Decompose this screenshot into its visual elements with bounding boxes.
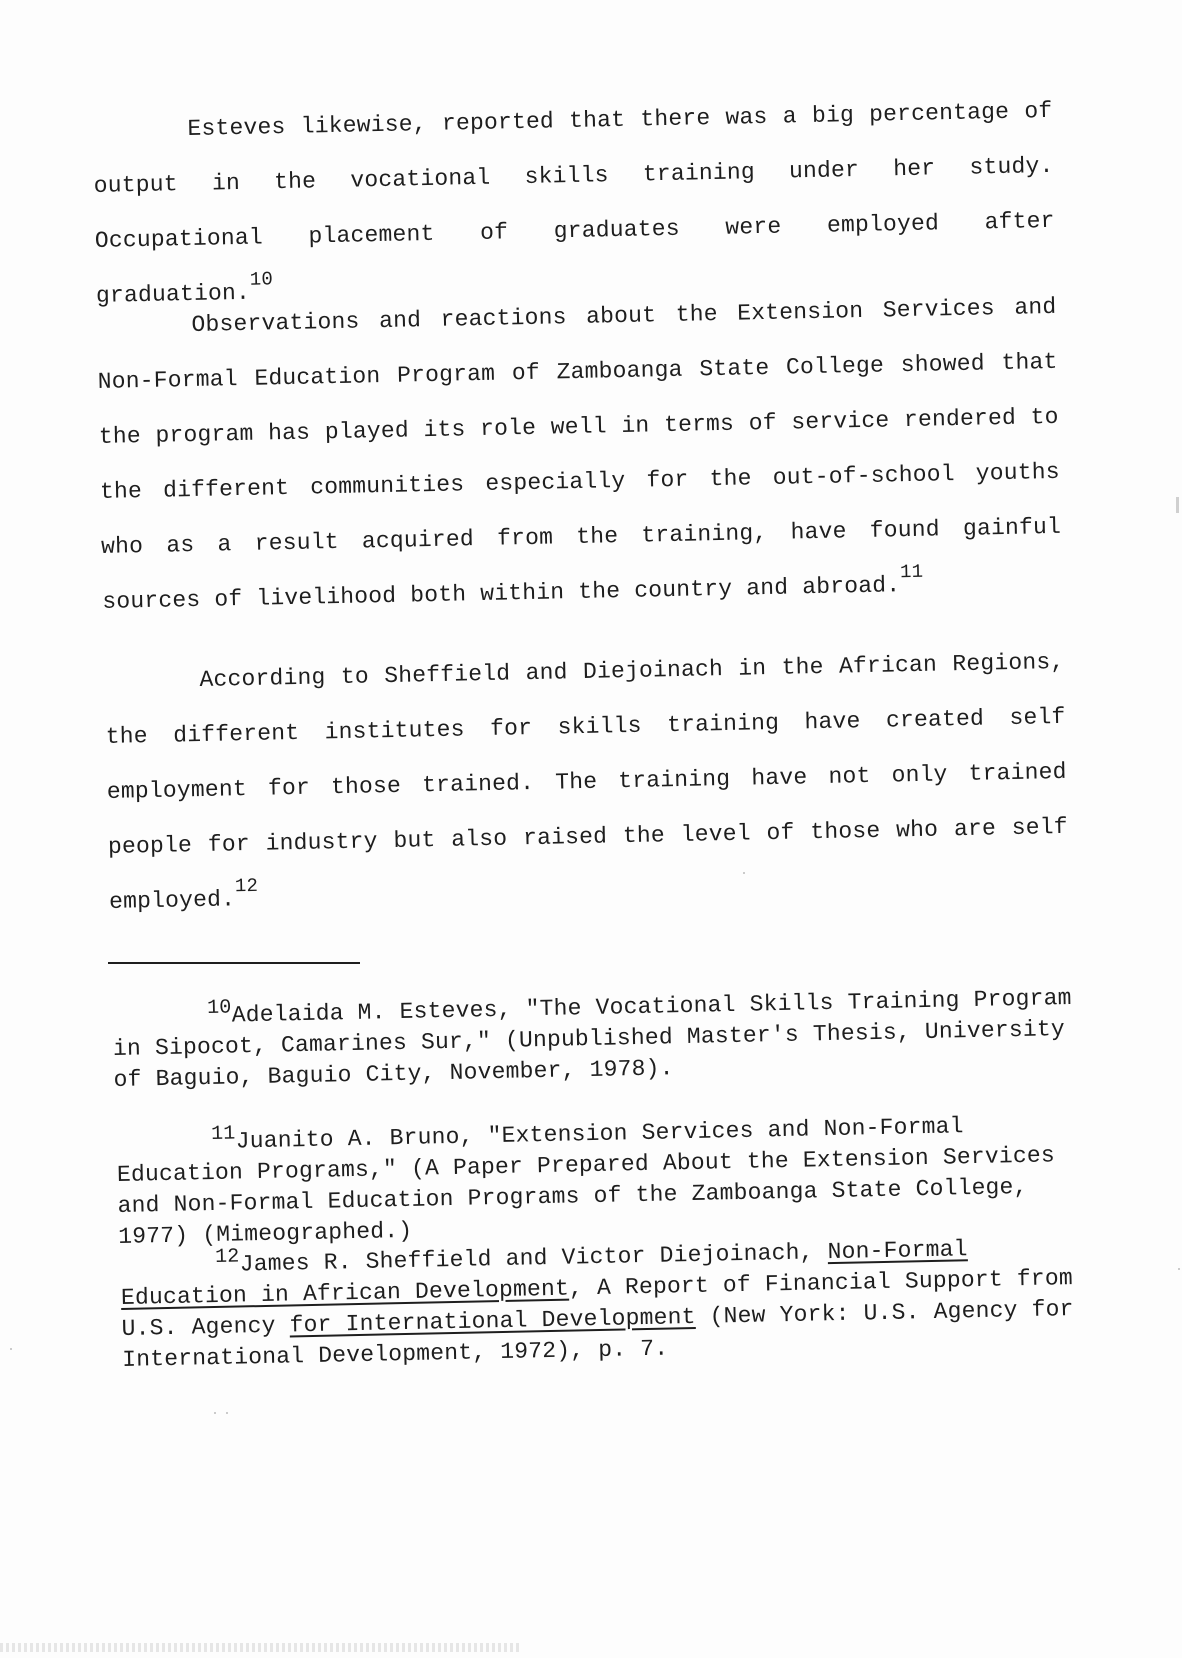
scan-speck	[226, 1412, 228, 1414]
footnote-number-11: 11	[210, 1122, 236, 1147]
paragraph-3	[104, 635, 1070, 930]
scan-speck	[1178, 1268, 1180, 1270]
footnote-number-10: 10	[206, 996, 232, 1021]
scan-speck	[743, 872, 745, 874]
scan-edge-mark	[1176, 497, 1179, 513]
footnote-number-12: 12	[214, 1245, 240, 1270]
scan-speck	[10, 1348, 12, 1350]
paragraph-1-text: Esteves likewise, reported that there was a big percentage of output in the vocational skills training under her study. Occupational placement of graduates were employed after graduation.	[93, 97, 1055, 309]
footnote-12-text-after: (New York: U.S. Agency for International Development, 1972), p. 7.	[121, 1296, 1074, 1373]
footnote-ref-10: 10	[249, 268, 274, 291]
footnote-divider	[108, 962, 360, 964]
paragraph-2	[96, 280, 1063, 630]
footnote-12-text-before: James R. Sheffield and Victor Diejoinach,	[239, 1239, 828, 1278]
footnote-10-text: Adelaida M. Esteves, "The Vocational Skills Training Program in Sipocot, Camarines Sur," (Unpublished Master's Thesis, University of Baguio, Baguio City, November, 1978).	[112, 984, 1072, 1093]
footnote-ref-12: 12	[234, 874, 259, 898]
scan-footer-strip	[0, 1643, 520, 1652]
footnote-12	[120, 1232, 1087, 1376]
footnote-12-book-title: Non-Formal Education in African Development	[120, 1236, 968, 1311]
footnote-11	[116, 1109, 1083, 1253]
footnote-12-text-mid: , A Report of Financial Support from U.S. Agency	[121, 1265, 1074, 1342]
paragraph-2-text: Observations and reactions about the Extension Services and Non-Formal Education Program of Zamboanga State College showed that the program has played its role well in terms of service rendered to the different communities especially for the out-of-school youths who as a result acquired from the training, have found gainful sources of livelihood both within the country and abroad.	[97, 293, 1062, 615]
footnote-ref-11: 11	[899, 560, 924, 584]
footnote-12-agency-title: for International Development	[289, 1303, 696, 1339]
footnote-10	[112, 983, 1079, 1096]
scan-speck	[214, 1412, 216, 1414]
paragraph-3-text: According to Sheffield and Diejoinach in the African Regions, the different institutes for skills training have created self employment for those trained. The training have not only trained people for industry but also raised the level of those who are self employed.	[105, 648, 1069, 915]
footnote-11-text: Juanito A. Bruno, "Extension Services and Non-Formal Education Programs," (A Paper Prepared About the Extension Services and Non-Formal Education Programs of the Zamboanga State College, 1977) (Mimeographed.)	[116, 1113, 1056, 1250]
